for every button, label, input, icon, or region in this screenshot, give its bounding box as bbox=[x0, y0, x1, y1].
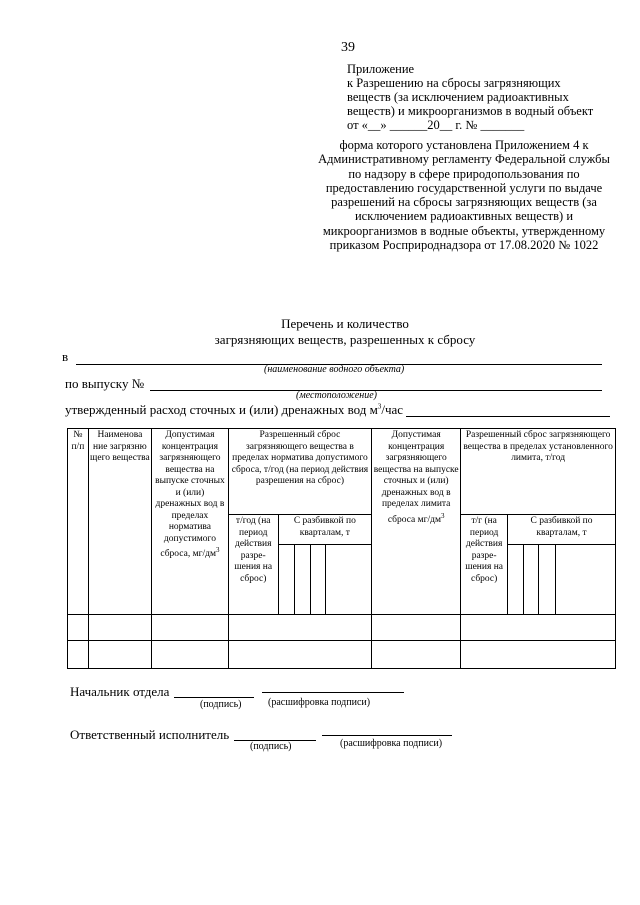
list-title-line1: Перечень и количество bbox=[281, 316, 409, 331]
flow-sup: 3 bbox=[377, 402, 382, 411]
table-cell[interactable] bbox=[228, 641, 371, 669]
quarter-cell bbox=[310, 545, 326, 615]
head-sign-caption: (подпись) bbox=[200, 699, 242, 710]
appendix-line: веществ) и микроорганизмов в водный объект bbox=[347, 104, 594, 118]
table-cell[interactable] bbox=[152, 615, 229, 641]
outlet-caption: (местоположение) bbox=[296, 390, 378, 401]
header-norm-discharge: Разрешенный сброс загрязняющего вещества в пределах норматива допустимого сброса, т/год (на период действия разрешения на сброс) bbox=[228, 429, 371, 515]
quarter-cell bbox=[523, 545, 539, 615]
resp-decode-line[interactable] bbox=[322, 735, 452, 736]
table-row bbox=[68, 615, 616, 641]
header-name: Наименова ние загрязню щего вещества bbox=[88, 429, 151, 615]
head-label: Начальник отдела bbox=[70, 684, 170, 699]
table-cell[interactable] bbox=[88, 615, 151, 641]
appendix-line: веществ (за исключением радиоактивных bbox=[347, 90, 569, 104]
table-cell[interactable] bbox=[372, 641, 461, 669]
appendix-block bbox=[347, 62, 617, 132]
head-decode-caption: (расшифровка подписи) bbox=[268, 697, 371, 708]
quarter-cell bbox=[295, 545, 311, 615]
table-cell[interactable] bbox=[88, 641, 151, 669]
table-cell[interactable] bbox=[68, 615, 89, 641]
flow-label bbox=[65, 402, 403, 418]
water-prefix: в bbox=[62, 349, 69, 364]
head-decode-line[interactable] bbox=[262, 692, 404, 693]
header-concentration-text: Допустимая концентрация загрязняющего вещества на выпуске сточных и (или) дренажных вод в пределах норматива допустимого сброса, мг/дм bbox=[155, 430, 225, 560]
header-concentration bbox=[152, 429, 229, 615]
header-limit-concentration-text: Допустимая концентрация загрязняющего вещества на выпуске сточных и (или) дренажных вод в пределах лимита сброса мг/дм bbox=[373, 430, 459, 525]
table-row bbox=[68, 641, 616, 669]
form-note: форма которого установлена Приложением 4 к Административному регламенту Федеральной службы по надзору в сфере природопользования по предоставлению государственной услуги по выдаче разрешений на сбросы загрязняющих веществ (за исключением радиоактивных веществ) и микроорганизмов в водные объекты, утвержденному приказом Росприроднадзора от 17.08.2020 № 1022 bbox=[318, 138, 610, 253]
outlet-prefix: по выпуску № bbox=[65, 376, 145, 391]
quarter-cell bbox=[555, 545, 615, 615]
appendix-line: Приложение bbox=[347, 62, 415, 76]
resp-sign-caption: (подпись) bbox=[250, 741, 292, 752]
header-limit-concentration-sup: 3 bbox=[441, 511, 445, 520]
table-cell[interactable] bbox=[68, 641, 89, 669]
appendix-line: от «__» ______20__ г. № _______ bbox=[347, 118, 525, 132]
quarter-cell bbox=[278, 545, 295, 615]
flow-suffix: /час bbox=[381, 402, 404, 417]
header-limit-quarter: С разбивкой по кварталам, т bbox=[507, 515, 615, 545]
resp-label: Ответственный исполнитель bbox=[70, 727, 230, 742]
quarter-cell bbox=[539, 545, 556, 615]
header-limit-concentration bbox=[372, 429, 461, 615]
list-title bbox=[180, 316, 510, 348]
page-number: 39 bbox=[341, 40, 355, 55]
header-limit-discharge: Разрешенный сброс загрязняющего вещества в пределах установленного лимита, т/год bbox=[461, 429, 616, 515]
table-cell[interactable] bbox=[372, 615, 461, 641]
header-num: № п/п bbox=[68, 429, 89, 615]
quarter-cell bbox=[326, 545, 372, 615]
appendix-line: к Разрешению на сбросы загрязняющих bbox=[347, 76, 561, 90]
quarter-cell bbox=[507, 545, 523, 615]
table-cell[interactable] bbox=[228, 615, 371, 641]
pollutants-table bbox=[67, 428, 616, 669]
list-title-line2: загрязняющих веществ, разрешенных к сбросу bbox=[214, 332, 476, 347]
header-limit-year: т/г (на период действия разре-шения на сброс) bbox=[461, 515, 508, 615]
table-cell[interactable] bbox=[461, 615, 616, 641]
water-caption: (наименование водного объекта) bbox=[264, 364, 405, 375]
table-cell[interactable] bbox=[461, 641, 616, 669]
flow-label-text: утвержденный расход сточных и (или) дренажных вод м bbox=[65, 402, 378, 417]
table-cell[interactable] bbox=[152, 641, 229, 669]
head-sign-line[interactable] bbox=[174, 697, 254, 698]
header-norm-year: т/год (на период действия разре-шения на сброс) bbox=[228, 515, 278, 615]
flow-line[interactable] bbox=[406, 416, 610, 417]
header-concentration-sup: 3 bbox=[215, 546, 220, 554]
resp-decode-caption: (расшифровка подписи) bbox=[340, 738, 443, 749]
header-norm-quarter: С разбивкой по кварталам, т bbox=[278, 515, 371, 545]
